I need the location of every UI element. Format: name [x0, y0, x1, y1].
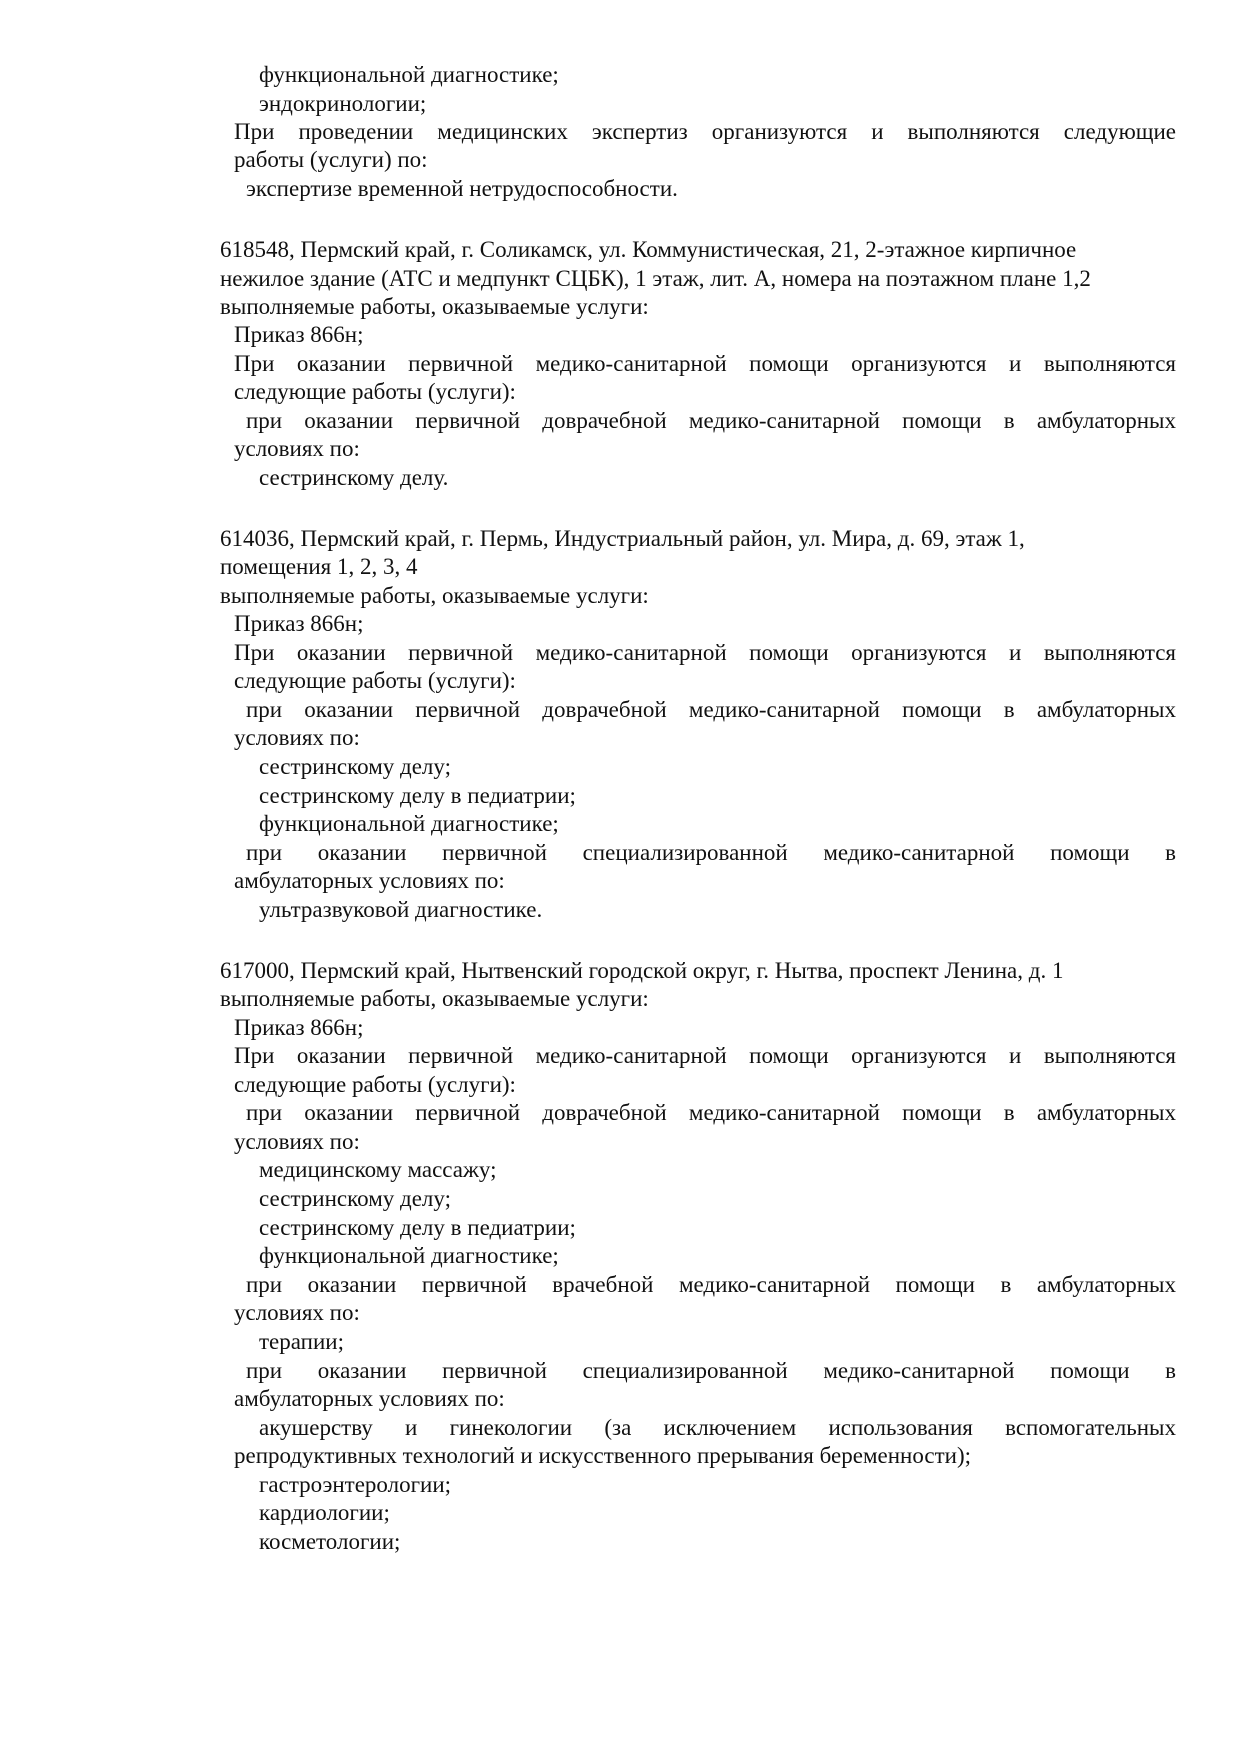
service-item: сестринскому делу;: [259, 754, 451, 779]
address-line: 614036, Пермский край, г. Пермь, Индустриальный район, ул. Мира, д. 69, этаж 1,: [220, 526, 1025, 551]
service-item: репродуктивных технологий и искусственного прерывания беременности);: [234, 1443, 972, 1468]
service-item: сестринскому делу;: [259, 1186, 451, 1211]
service-item: сестринскому делу в педиатрии;: [259, 783, 576, 808]
service-item: медицинскому массажу;: [259, 1157, 497, 1182]
section-heading: следующие работы (услуги):: [234, 1072, 516, 1097]
subsection-heading: амбулаторных условиях по:: [234, 1386, 505, 1411]
service-item: эндокринологии;: [259, 91, 427, 116]
subsection-heading: условиях по:: [234, 436, 360, 461]
section-heading: следующие работы (услуги):: [234, 668, 516, 693]
service-item: косметологии;: [259, 1529, 401, 1554]
section-heading: При проведении медицинских экспертиз организуются и выполняются следующие: [234, 119, 1176, 144]
subsection-heading: условиях по:: [234, 1300, 360, 1325]
service-item: сестринскому делу в педиатрии;: [259, 1215, 576, 1240]
subsection-heading: амбулаторных условиях по:: [234, 868, 505, 893]
service-item: акушерству и гинекологии (за исключением использования вспомогательных: [259, 1415, 1176, 1440]
service-item: экспертизе временной нетрудоспособности.: [246, 176, 678, 201]
section-heading: работы (услуги) по:: [234, 147, 428, 172]
service-item: сестринскому делу.: [259, 465, 449, 490]
service-item: функциональной диагностике;: [259, 62, 559, 87]
service-item: кардиологии;: [259, 1500, 390, 1525]
order-label: Приказ 866н;: [234, 1015, 364, 1040]
service-item: ультразвуковой диагностике.: [259, 897, 543, 922]
subsection-heading: при оказании первичной специализированной медико-санитарной помощи в: [246, 840, 1176, 865]
works-label: выполняемые работы, оказываемые услуги:: [220, 294, 649, 319]
subsection-heading: при оказании первичной доврачебной медико-санитарной помощи в амбулаторных: [246, 697, 1176, 722]
section-heading: При оказании первичной медико-санитарной помощи организуются и выполняются: [234, 351, 1176, 376]
subsection-heading: при оказании первичной доврачебной медико-санитарной помощи в амбулаторных: [246, 1100, 1176, 1125]
service-item: функциональной диагностике;: [259, 811, 559, 836]
works-label: выполняемые работы, оказываемые услуги:: [220, 986, 649, 1011]
address-line: 618548, Пермский край, г. Соликамск, ул. Коммунистическая, 21, 2-этажное кирпичное: [220, 237, 1077, 262]
order-label: Приказ 866н;: [234, 611, 364, 636]
subsection-heading: при оказании первичной специализированной медико-санитарной помощи в: [246, 1358, 1176, 1383]
subsection-heading: при оказании первичной врачебной медико-санитарной помощи в амбулаторных: [246, 1272, 1176, 1297]
subsection-heading: условиях по:: [234, 1129, 360, 1154]
address-line: помещения 1, 2, 3, 4: [220, 554, 418, 579]
works-label: выполняемые работы, оказываемые услуги:: [220, 583, 649, 608]
section-heading: При оказании первичной медико-санитарной помощи организуются и выполняются: [234, 640, 1176, 665]
service-item: функциональной диагностике;: [259, 1243, 559, 1268]
address-line: нежилое здание (АТС и медпункт СЦБК), 1 этаж, лит. А, номера на поэтажном плане 1,2: [220, 266, 1091, 291]
subsection-heading: условиях по:: [234, 725, 360, 750]
service-item: гастроэнтерологии;: [259, 1472, 452, 1497]
section-heading: следующие работы (услуги):: [234, 379, 516, 404]
order-label: Приказ 866н;: [234, 322, 364, 347]
address-line: 617000, Пермский край, Нытвенский городской округ, г. Нытва, проспект Ленина, д. 1: [220, 958, 1064, 983]
section-heading: При оказании первичной медико-санитарной помощи организуются и выполняются: [234, 1043, 1176, 1068]
subsection-heading: при оказании первичной доврачебной медико-санитарной помощи в амбулаторных: [246, 408, 1176, 433]
service-item: терапии;: [259, 1329, 344, 1354]
